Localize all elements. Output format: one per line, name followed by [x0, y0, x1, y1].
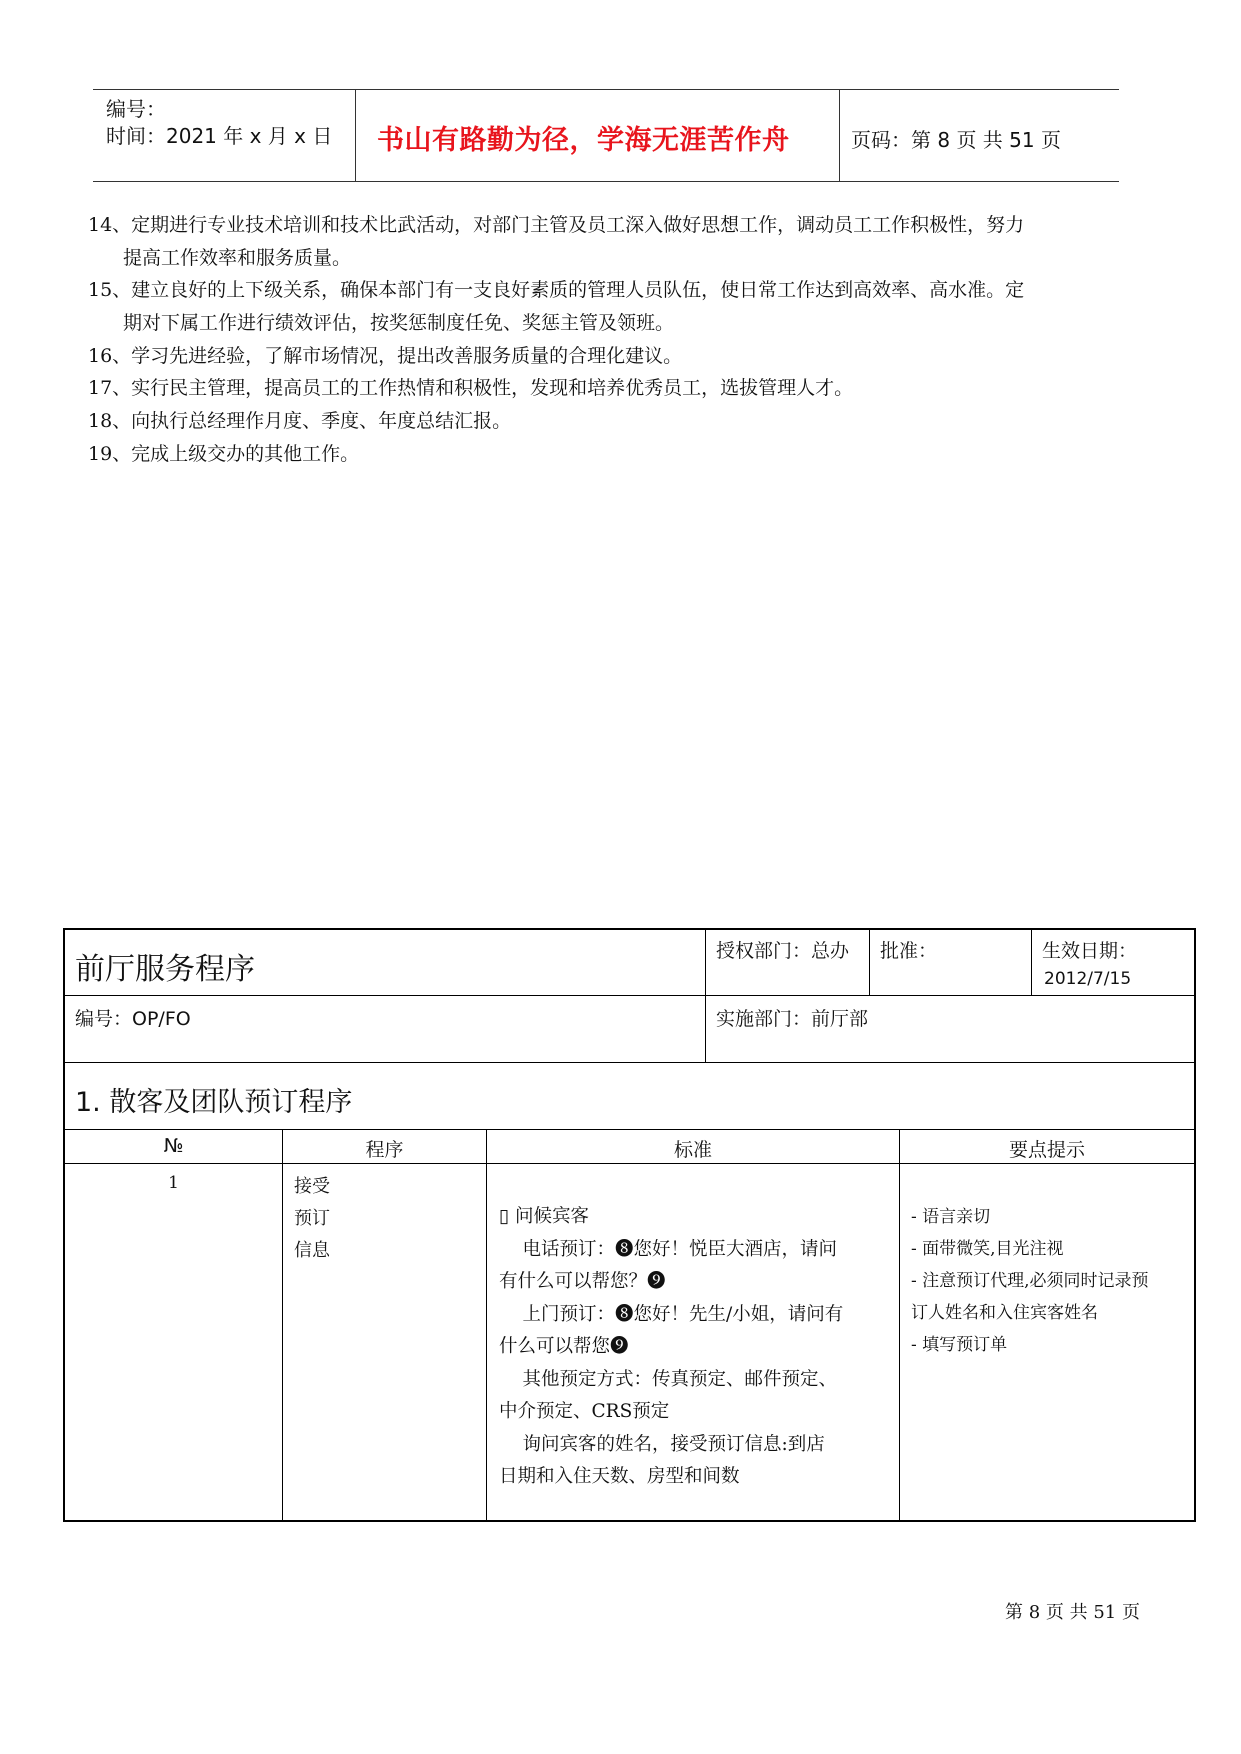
standard-line: 日期和入住天数、房型和间数	[499, 1466, 740, 1487]
list-item-text: 15、建立良好的上下级关系，确保本部门有一支良好素质的管理人员队伍，使日常工作达到高效率、高水准。定	[88, 279, 1025, 301]
tips-cell	[911, 1201, 1149, 1361]
tip-line: 订人姓名和入住宾客姓名	[911, 1303, 1098, 1323]
standard-line: 电话预订：❽您好！悦臣大酒店，请问	[499, 1238, 838, 1260]
tip-line: - 填写预订单	[911, 1335, 1008, 1355]
header-bottom-rule	[93, 181, 1119, 182]
row-number: 1	[168, 1173, 179, 1193]
table-rule	[65, 1163, 1194, 1164]
header-number-label: 编号：	[106, 97, 166, 121]
auth-dept: 授权部门：总办	[716, 940, 850, 962]
table-rule	[486, 1129, 487, 1521]
col-header-no: №	[163, 1135, 184, 1157]
col-header-standard: 标准	[673, 1139, 712, 1161]
table-rule	[869, 930, 870, 995]
table-rule	[65, 1129, 1194, 1130]
impl-dept: 实施部门：前厅部	[716, 1008, 869, 1030]
step-text: 信息	[294, 1240, 330, 1261]
list-item-text: 18、向执行总经理作月度、季度、年度总结汇报。	[88, 410, 512, 432]
header-divider	[355, 89, 356, 181]
tip-line: - 注意预订代理,必须同时记录预	[911, 1271, 1149, 1291]
list-item	[88, 405, 1168, 438]
standard-line: 其他预定方式：传真预定、邮件预定、	[499, 1368, 838, 1390]
col-header-steps: 程序	[365, 1139, 404, 1161]
table-rule	[1031, 930, 1032, 995]
list-item-text: 19、完成上级交办的其他工作。	[88, 443, 360, 465]
list-item-text: 期对下属工作进行绩效评估，按奖惩制度任免、奖惩主管及领班。	[123, 312, 675, 334]
list-item	[88, 340, 1168, 373]
header-page-info: 页码：第 8 页 共 51 页	[851, 128, 1061, 152]
list-item-text: 14、定期进行专业技术培训和技术比武活动，对部门主管及员工深入做好思想工作，调动员工工作积极性，努力	[88, 214, 1025, 236]
list-item	[88, 438, 1168, 471]
list-item	[88, 372, 1168, 405]
list-item-text: 16、学习先进经验，了解市场情况，提出改善服务质量的合理化建议。	[88, 345, 683, 367]
procedure-code: 编号：OP/FO	[75, 1008, 191, 1030]
table-rule	[705, 930, 706, 1062]
list-item-text: 17、实行民主管理，提高员工的工作热情和积极性，发现和培养优秀员工，选拔管理人才。	[88, 377, 854, 399]
table-rule	[899, 1129, 900, 1521]
table-rule	[65, 1062, 1194, 1063]
header-date: 时间：2021 年 x 月 x 日	[106, 124, 333, 148]
list-item	[88, 209, 1168, 275]
standard-line: 询问宾客的姓名，接受预订信息:到店	[499, 1433, 825, 1455]
section-title: 1. 散客及团队预订程序	[75, 1087, 353, 1118]
standard-line: 上门预订：❽您好！先生/小姐，请问有	[499, 1303, 844, 1325]
standard-cell	[499, 1201, 843, 1494]
header-top-rule	[93, 89, 1119, 90]
effective-date: 2012/7/15	[1044, 969, 1132, 989]
table-rule	[65, 995, 1194, 996]
procedure-title: 前厅服务程序	[75, 952, 255, 987]
list-item	[88, 274, 1168, 340]
tip-line: - 语言亲切	[911, 1207, 991, 1227]
procedure-table	[63, 928, 1196, 1522]
step-cell	[294, 1171, 330, 1267]
tip-line: - 面带微笑,目光注视	[911, 1239, 1064, 1259]
standard-line: 什么可以帮您❾	[499, 1336, 629, 1357]
standard-line: 中介预定、CRS预定	[499, 1401, 670, 1422]
page-footer: 第 8 页 共 51 页	[1005, 1602, 1140, 1623]
header-divider	[839, 89, 840, 181]
col-header-tips: 要点提示	[1008, 1139, 1085, 1161]
step-text: 接受	[294, 1176, 330, 1197]
list-item-text: 提高工作效率和服务质量。	[123, 247, 352, 269]
effective-date-label: 生效日期：	[1042, 940, 1138, 962]
step-text: 预订	[294, 1208, 330, 1229]
standard-line: 有什么可以帮您？❾	[499, 1271, 666, 1292]
approve-label: 批准：	[880, 940, 938, 962]
standard-line: ▯ 问候宾客	[499, 1206, 590, 1227]
table-rule	[282, 1129, 283, 1521]
header-motto: 书山有路勤为径，学海无涯苦作舟	[377, 125, 790, 156]
